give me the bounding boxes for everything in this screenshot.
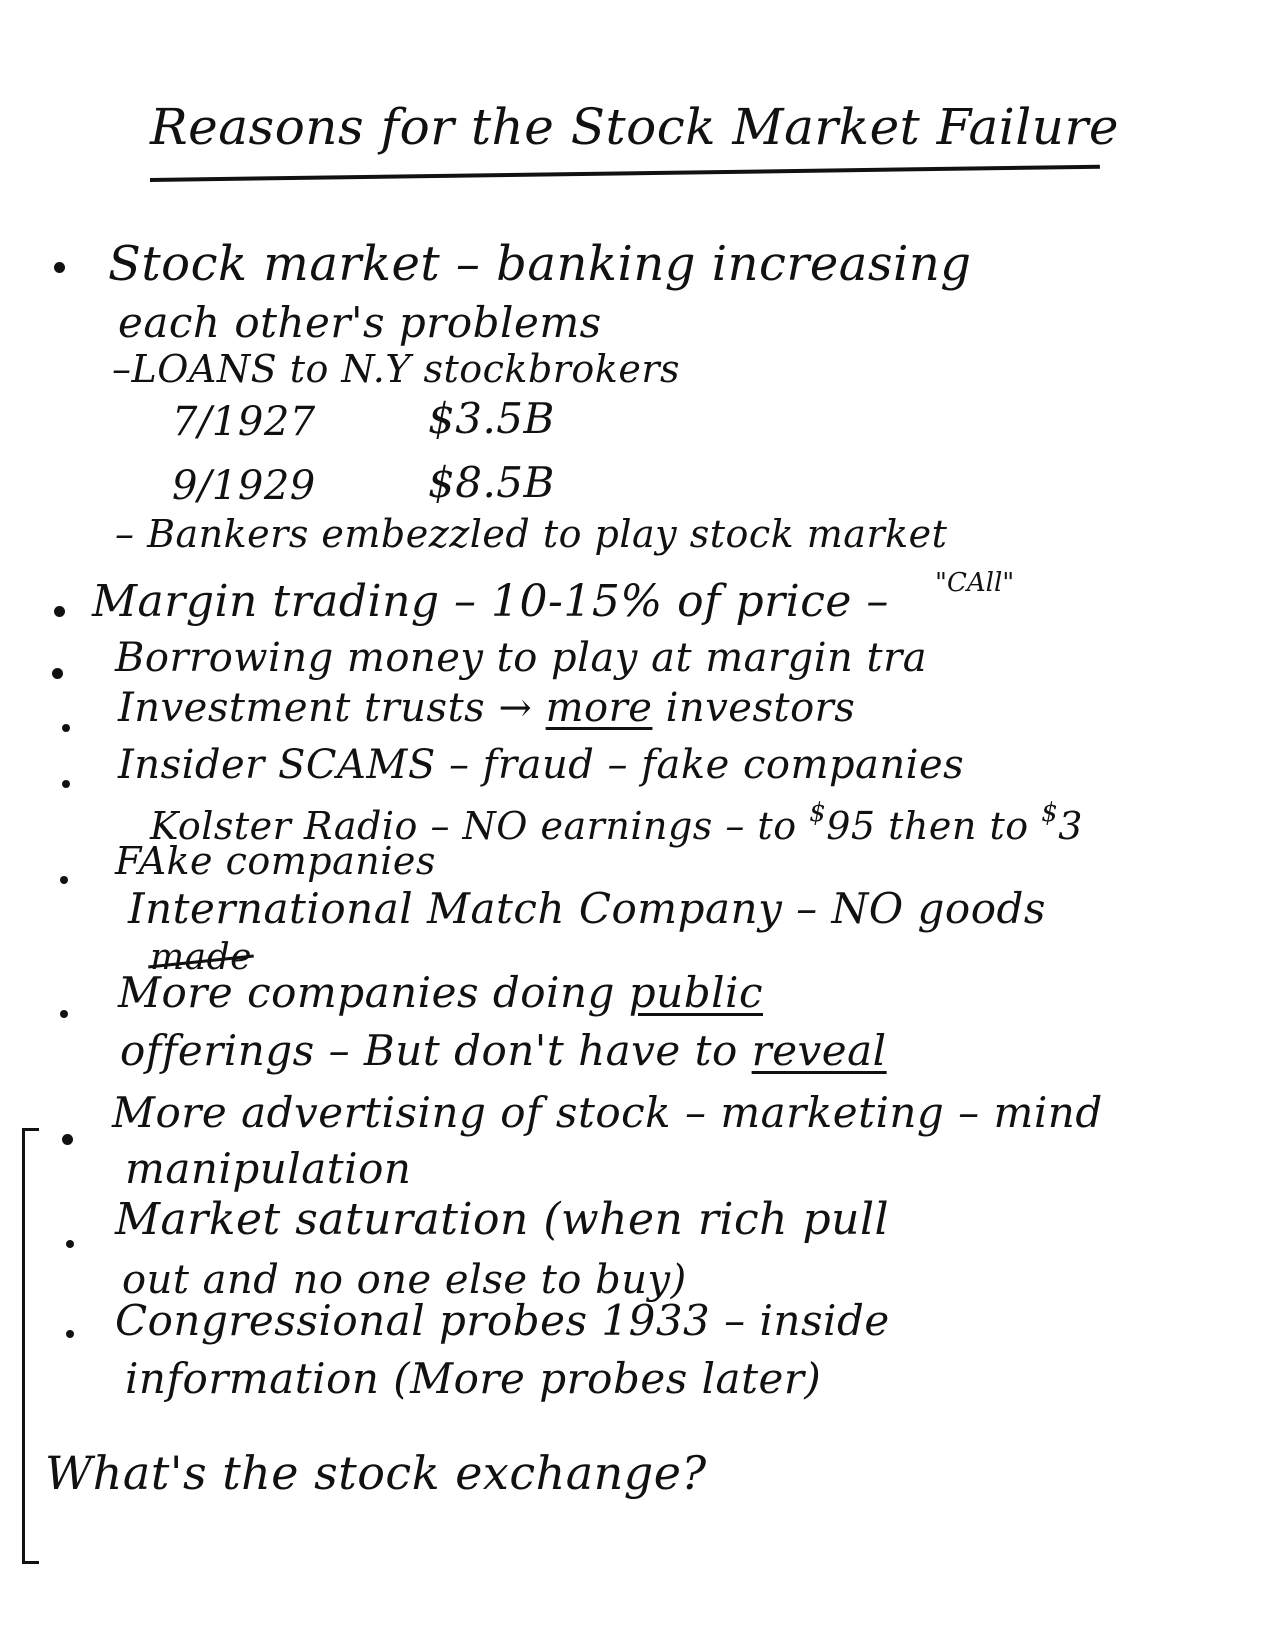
note-line: –LOANS to N.Y stockbrokers [112,347,680,391]
note-segment: Investment trusts → [118,685,533,731]
bullet-point [54,606,65,617]
note-underlined-word: reveal [751,1026,887,1075]
note-underlined-word: public [628,968,763,1017]
title-underline [150,165,1100,182]
note-line: FAke companies [115,839,436,883]
note-line: Margin trading – 10-15% of price – [92,576,889,627]
note-segment: 95 then to [826,804,1029,848]
note-line: manipulation [125,1144,412,1193]
note-line: out and no one else to buy) [122,1257,687,1303]
note-crossed-word: made [150,937,252,978]
note-line: Market saturation (when rich pull [115,1194,890,1245]
note-line [118,685,856,731]
note-line [120,1026,887,1075]
note-segment: More companies doing [118,968,615,1017]
page-title: Reasons for the Stock Market Failure [150,98,1119,156]
bullet-point [52,668,63,679]
bullet-point [60,1010,68,1018]
note-line: Insider SCAMS – fraud – fake companies [118,742,965,788]
bullet-point [62,724,70,732]
note-line: More advertising of stock – marketing – mind [112,1088,1103,1137]
note-superscript: $ [809,798,827,828]
note-line: Stock market – banking increasing [108,236,972,292]
note-segment: 3 [1058,804,1083,848]
bullet-point [62,780,70,788]
note-amount: $8.5B [428,458,555,507]
note-segment: investors [665,685,856,731]
note-line [118,968,763,1017]
note-underlined-word: more [545,685,653,731]
note-aside: "CAll" [935,568,1015,598]
bullet-point [60,876,68,884]
margin-bracket [22,1128,39,1564]
bullet-point [66,1330,74,1338]
closing-question: What's the stock exchange? [45,1446,707,1500]
note-superscript: $ [1041,798,1059,828]
note-amount: $3.5B [428,394,555,443]
note-date: 9/1929 [172,463,316,509]
note-segment: offerings – But don't have to [120,1026,738,1075]
note-line: information (More probes later) [125,1354,822,1403]
note-line: – Bankers embezzled to play stock market [115,512,948,556]
note-line: International Match Company – NO goods [128,884,1046,933]
note-segment: Kolster Radio – NO earnings – to [150,804,797,848]
note-line: Borrowing money to play at margin tra [115,635,928,681]
bullet-point [54,262,65,273]
bullet-point [62,1134,73,1145]
note-line: Congressional probes 1933 – inside [115,1296,890,1345]
note-line: each other's problems [118,298,602,347]
bullet-point [66,1240,74,1248]
note-date: 7/1927 [172,399,316,445]
